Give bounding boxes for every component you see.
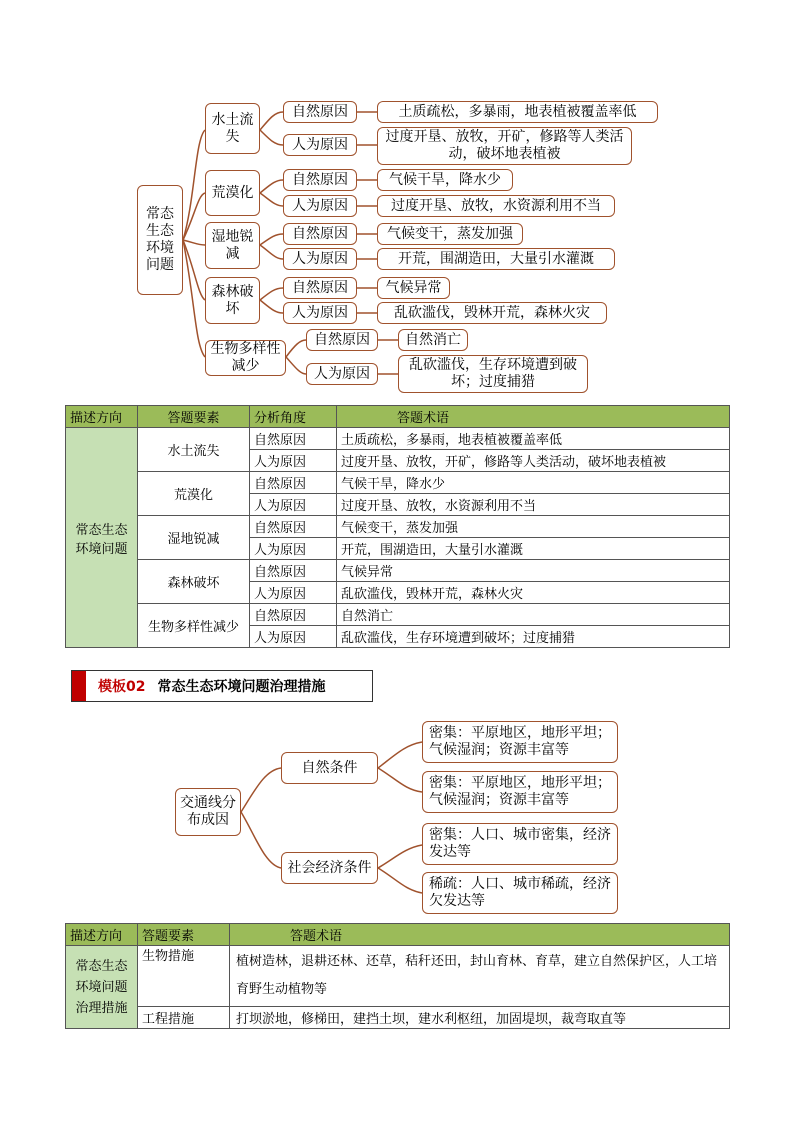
branch-socioeconomic-conditions: 社会经济条件 [281, 852, 378, 884]
element-cell: 生物多样性减少 [138, 604, 250, 648]
branch-soil-erosion: 水土流失 [205, 103, 260, 154]
table-row [66, 1007, 730, 1029]
angle-cell: 人为原因 [250, 582, 337, 604]
answer-human: 开荒，围湖造田，大量引水灌溉 [377, 248, 615, 270]
angle-cell: 自然原因 [250, 428, 337, 450]
element-cell: 荒漠化 [138, 472, 250, 516]
header-element: 答题要素 [138, 406, 250, 428]
answer-natural: 气候干旱，降水少 [377, 169, 513, 191]
section-tag: 模板02 [98, 679, 146, 695]
answer-natural: 自然消亡 [398, 329, 468, 351]
leaf-dense-natural: 密集：平原地区，地形平坦；气候湿润；资源丰富等 [422, 771, 618, 813]
cause-natural: 自然原因 [283, 277, 357, 299]
direction-cell: 常态生态环境问题 [66, 428, 138, 648]
header-direction: 描述方向 [66, 924, 138, 946]
answer-natural: 气候变干，蒸发加强 [377, 223, 523, 245]
cause-human: 人为原因 [283, 248, 357, 270]
answer-human: 乱砍滥伐，毁林开荒，森林火灾 [377, 302, 607, 324]
branch-forest-destruction: 森林破坏 [205, 277, 260, 324]
leaf-sparse-social: 稀疏：人口、城市稀疏，经济欠发达等 [422, 872, 618, 914]
cause-natural: 自然原因 [283, 101, 357, 123]
table-row [66, 946, 730, 1007]
terms-cell: 气候异常 [337, 560, 730, 582]
mindmap2-root: 交通线分布成因 [175, 788, 241, 836]
branch-natural-conditions: 自然条件 [281, 752, 378, 784]
section-title: 常态生态环境问题治理措施 [157, 679, 326, 695]
branch-biodiversity-loss: 生物多样性减少 [205, 340, 286, 376]
terms-cell: 土质疏松，多暴雨，地表植被覆盖率低 [337, 428, 730, 450]
angle-cell: 自然原因 [250, 472, 337, 494]
angle-cell: 自然原因 [250, 604, 337, 626]
angle-cell: 自然原因 [250, 560, 337, 582]
terms-cell: 气候干旱，降水少 [337, 472, 730, 494]
header-angle: 分析角度 [250, 406, 337, 428]
terms-cell: 乱砍滥伐，毁林开荒，森林火灾 [337, 582, 730, 604]
cause-human: 人为原因 [283, 195, 357, 217]
cause-human: 人为原因 [283, 302, 357, 324]
angle-cell: 人为原因 [250, 626, 337, 648]
terms-cell: 开荒，围湖造田，大量引水灌溉 [337, 538, 730, 560]
terms-cell: 过度开垦、放牧，开矿，修路等人类活动，破坏地表植被 [337, 450, 730, 472]
cause-natural: 自然原因 [283, 223, 357, 245]
terms-cell: 乱砍滥伐，生存环境遭到破坏；过度捕猎 [337, 626, 730, 648]
element-cell: 湿地锐减 [138, 516, 250, 560]
header-terms: 答题术语 [337, 406, 730, 428]
header-direction: 描述方向 [66, 406, 138, 428]
element-cell: 水土流失 [138, 428, 250, 472]
cause-natural: 自然原因 [283, 169, 357, 191]
angle-cell: 人为原因 [250, 450, 337, 472]
answer-human: 过度开垦、放牧，水资源利用不当 [377, 195, 615, 217]
mindmap1-root: 常态生态环境问题 [137, 185, 183, 295]
terms-cell: 植树造林，退耕还林、还草，秸秆还田，封山育林、育草，建立自然保护区，人工培育野生动植物等 [230, 946, 730, 1007]
answer-human: 过度开垦、放牧，开矿，修路等人类活动，破坏地表植被 [377, 127, 632, 165]
element-cell: 工程措施 [138, 1007, 230, 1029]
cause-human: 人为原因 [283, 134, 357, 156]
terms-cell: 打坝淤地，修梯田，建挡土坝，建水利枢纽，加固堤坝，裁弯取直等 [230, 1007, 730, 1029]
answer-human: 乱砍滥伐，生存环境遭到破坏；过度捕猎 [398, 355, 588, 393]
measures-table [65, 923, 730, 1029]
leaf-dense-natural: 密集：平原地区，地形平坦；气候湿润；资源丰富等 [422, 721, 618, 763]
branch-wetland-loss: 湿地锐减 [205, 222, 260, 269]
terms-cell: 自然消亡 [337, 604, 730, 626]
answer-natural: 土质疏松，多暴雨，地表植被覆盖率低 [377, 101, 658, 123]
answer-natural: 气候异常 [377, 277, 450, 299]
table-header-row [66, 924, 730, 946]
cause-human: 人为原因 [306, 363, 378, 385]
header-element: 答题要素 [138, 924, 230, 946]
angle-cell: 人为原因 [250, 538, 337, 560]
header-terms: 答题术语 [230, 924, 730, 946]
terms-cell: 气候变干，蒸发加强 [337, 516, 730, 538]
angle-cell: 人为原因 [250, 494, 337, 516]
terms-cell: 过度开垦、放牧，水资源利用不当 [337, 494, 730, 516]
element-cell: 生物措施 [138, 946, 230, 1007]
element-cell: 森林破坏 [138, 560, 250, 604]
direction-cell: 常态生态环境问题治理措施 [66, 946, 138, 1029]
cause-natural: 自然原因 [306, 329, 378, 351]
angle-cell: 自然原因 [250, 516, 337, 538]
leaf-dense-social: 密集：人口、城市密集，经济发达等 [422, 823, 618, 865]
branch-desertification: 荒漠化 [205, 170, 260, 216]
